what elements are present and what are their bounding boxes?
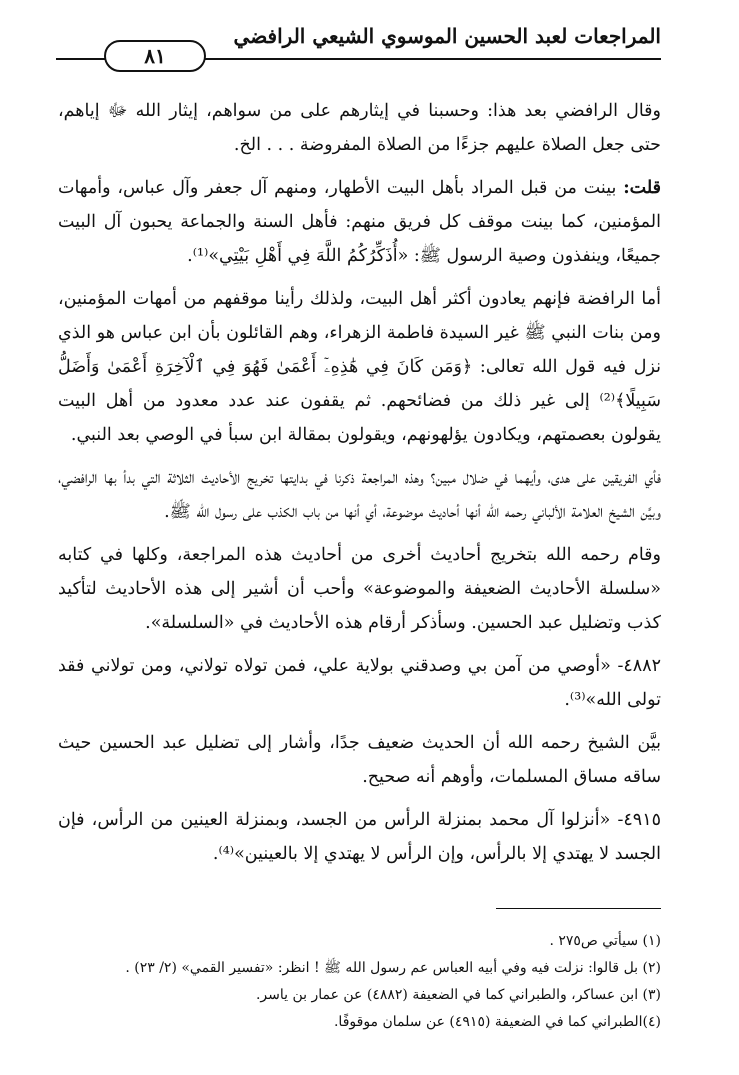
footnote: (٣) ابن عساكر، والطبراني كما في الضعيفة (٤٨٨٢) عن عمار بن ياسر. — [255, 987, 661, 1003]
paragraph: وقال الرافضي بعد هذا: وحسبنا في إيثارهم على من سواهم، إيثار الله ﷻ إياهم، حتى جعل الصلاة عليهم جزءًا من الصلاة المفروضة . . . الخ. — [58, 101, 661, 155]
footnote: (١) سيأتي ص٢٧٥ . — [549, 933, 661, 949]
paragraph: بيَّن الشيخ رحمه الله أن الحديث ضعيف جدًا، وأشار إلى تضليل عبد الحسين حيث ساقه مساق المسلمات، وأوهم أنه صحيح. — [58, 733, 661, 787]
footnote: (٤)الطبراني كما في الضعيفة (٤٩١٥) عن سلمان موقوفًا. — [333, 1014, 661, 1030]
paragraph-text: بينت من قبل المراد بأهل البيت الأطهار، ومنهم آل جعفر وآل عباس، وأمهات المؤمنين، كما بينت موقف كل فريق منهم: فأهل السنة والجماعة يحبون آل البيت جميعًا، وينفذون وصية الرسول ﷺ: «أُذَكِّرُكُمُ اللَّهَ فِي أَهْلِ بَيْتِي»⁽¹⁾. — [58, 178, 661, 266]
main-text — [58, 94, 661, 878]
footnote-rule — [496, 908, 661, 909]
page-number: ٨١ — [104, 40, 206, 72]
running-header — [56, 22, 661, 68]
footnote-list — [58, 928, 661, 1036]
paragraph: وقام رحمه الله بتخريج أحاديث أخرى من أحاديث هذه المراجعة، وكلها في كتابه «سلسلة الأحاديث الضعيفة والموضوعة» وأحب أن أشير إلى هذه الأحاديث لتأكيد كذب وتضليل عبد الحسين. وسأذكر أرقام هذه الأحاديث في «السلسلة». — [58, 545, 661, 633]
paragraph: أما الرافضة فإنهم يعادون أكثر أهل البيت، ولذلك رأينا موقفهم من أمهات المؤمنين، ومن بنات النبي ﷺ غير السيدة فاطمة الزهراء، وهم القائلون بأن ابن عباس هو الذي نزل فيه قول الله تعالى: ﴿وَمَن كَانَ فِي هَٰذِهِۦٓ أَعْمَىٰ فَهُوَ فِي ٱلْآخِرَةِ أَعْمَىٰ وَأَضَلُّ سَبِيلًا﴾⁽²⁾ إلى غير ذلك من فضائحهم. ثم يقفون عند عدد معدود من أهل البيت يقولون بعصمتهم، ويكادون يؤلهونهم، ويقولون بمقالة ابن سبأ في الوصي بعد النبي. — [58, 289, 661, 445]
running-title: المراجعات لعبد الحسين الموسوي الشيعي الرافضي — [233, 24, 661, 48]
paragraph — [58, 171, 661, 273]
paragraph: فأي الفريقين على هدى، وأيهما في ضلال مبين؟ وهذه المراجعة ذكرنا في بدايتها تخريج الأحاديث الثلاثة التي بدأ بها الرافضي، وبيَّن الشيخ العلامة الألباني رحمه الله أنها أحاديث موضوعة، أي أنها من باب الكذب على رسول الله ﷺ. — [58, 468, 661, 522]
footnote: (٢) بل قالوا: نزلت فيه وفي أبيه العباس عم رسول الله ﷺ ! انظر: «تفسير القمي» (٢/ ٢٣) . — [125, 960, 661, 976]
hadith-entry: ٤٩١٥- «أنزلوا آل محمد بمنزلة الرأس من الجسد، وبمنزلة العينين من الرأس، فإن الجسد لا يهتدي إلا بالرأس، وإن الرأس لا يهتدي إلا بالعينين»⁽⁴⁾. — [58, 810, 661, 864]
paragraph-lead: قلت: — [623, 178, 661, 198]
hadith-entry: ٤٨٨٢- «أوصي من آمن بي وصدقني بولاية علي، فمن تولاه تولاني، ومن تولاني فقد تولى الله»⁽³⁾. — [58, 656, 661, 710]
